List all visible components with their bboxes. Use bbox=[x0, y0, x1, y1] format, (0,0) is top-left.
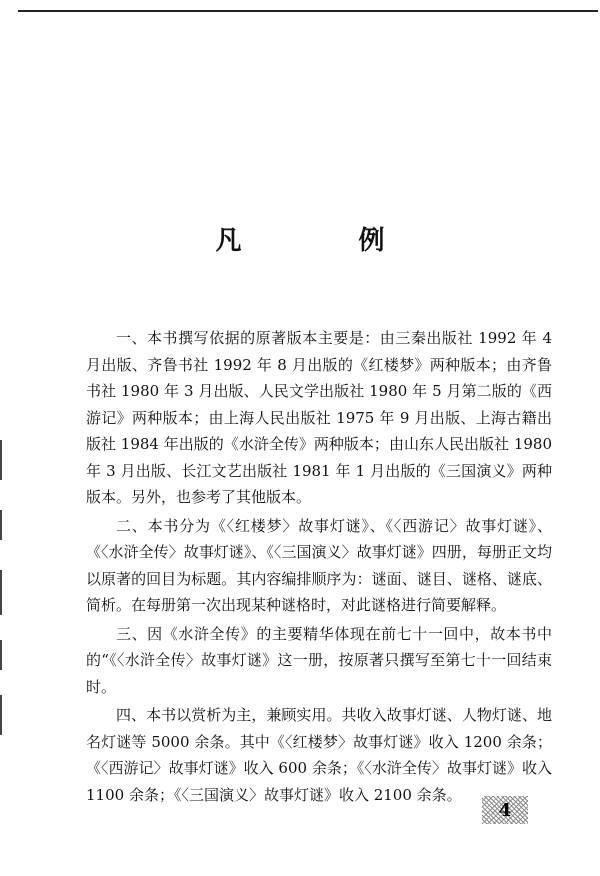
page-title: 凡 例 bbox=[215, 226, 439, 256]
binding-marks bbox=[0, 440, 4, 740]
paragraph-3: 三、因《水浒全传》的主要精华体现在前七十一回中，故本书中的“《〈水浒全传〉故事灯谜》这一册，按原著只撰写至第七十一回结束时。 bbox=[86, 624, 552, 696]
paragraph-4: 四、本书以赏析为主，兼顾实用。共收入故事灯谜、人物灯谜、地名灯谜等 5000 余条。其中《〈红楼梦〉故事灯谜》收入 1200 余条；《〈西游记〉故事灯谜》收入 600 余条；《〈水浒全传〉故事灯谜》收入 1100 余条；《〈三国演义〉故事灯谜》收入 2100 余条。 bbox=[86, 706, 552, 804]
page-number-text: 4 bbox=[498, 799, 512, 821]
page-number bbox=[482, 796, 528, 824]
body-text bbox=[86, 325, 552, 810]
paragraph-2: 二、本书分为《〈红楼梦〉故事灯谜》、《〈西游记〉故事灯谜》、《〈水浒全传〉故事灯谜》、《〈三国演义〉故事灯谜》四册，每册正文均以原著的回目为标题。其内容编排顺序为：谜面、谜目、谜格、谜底、简析。在每册第一次出现某种谜格时，对此谜格进行简要解释。 bbox=[86, 516, 552, 614]
paragraph-1: 一、本书撰写依据的原著版本主要是：由三秦出版社 1992 年 4 月出版、齐鲁书社 1992 年 8 月出版的《红楼梦》两种版本；由齐鲁书社 1980 年 3 月出版、人民文学出版社 1980 年 5 月第二版的《西游记》两种版本；由上海人民出版社 1975 年 9 月出版、上海古籍出版社 1984 年出版的《水浒全传》两种版本；由山东人民出版社 1980 年 3 月出版、长江文艺出版社 1981 年 1 月出版的《三国演义》两种版本。另外，也参考了其他版本。 bbox=[86, 329, 552, 506]
top-rule bbox=[18, 10, 598, 12]
